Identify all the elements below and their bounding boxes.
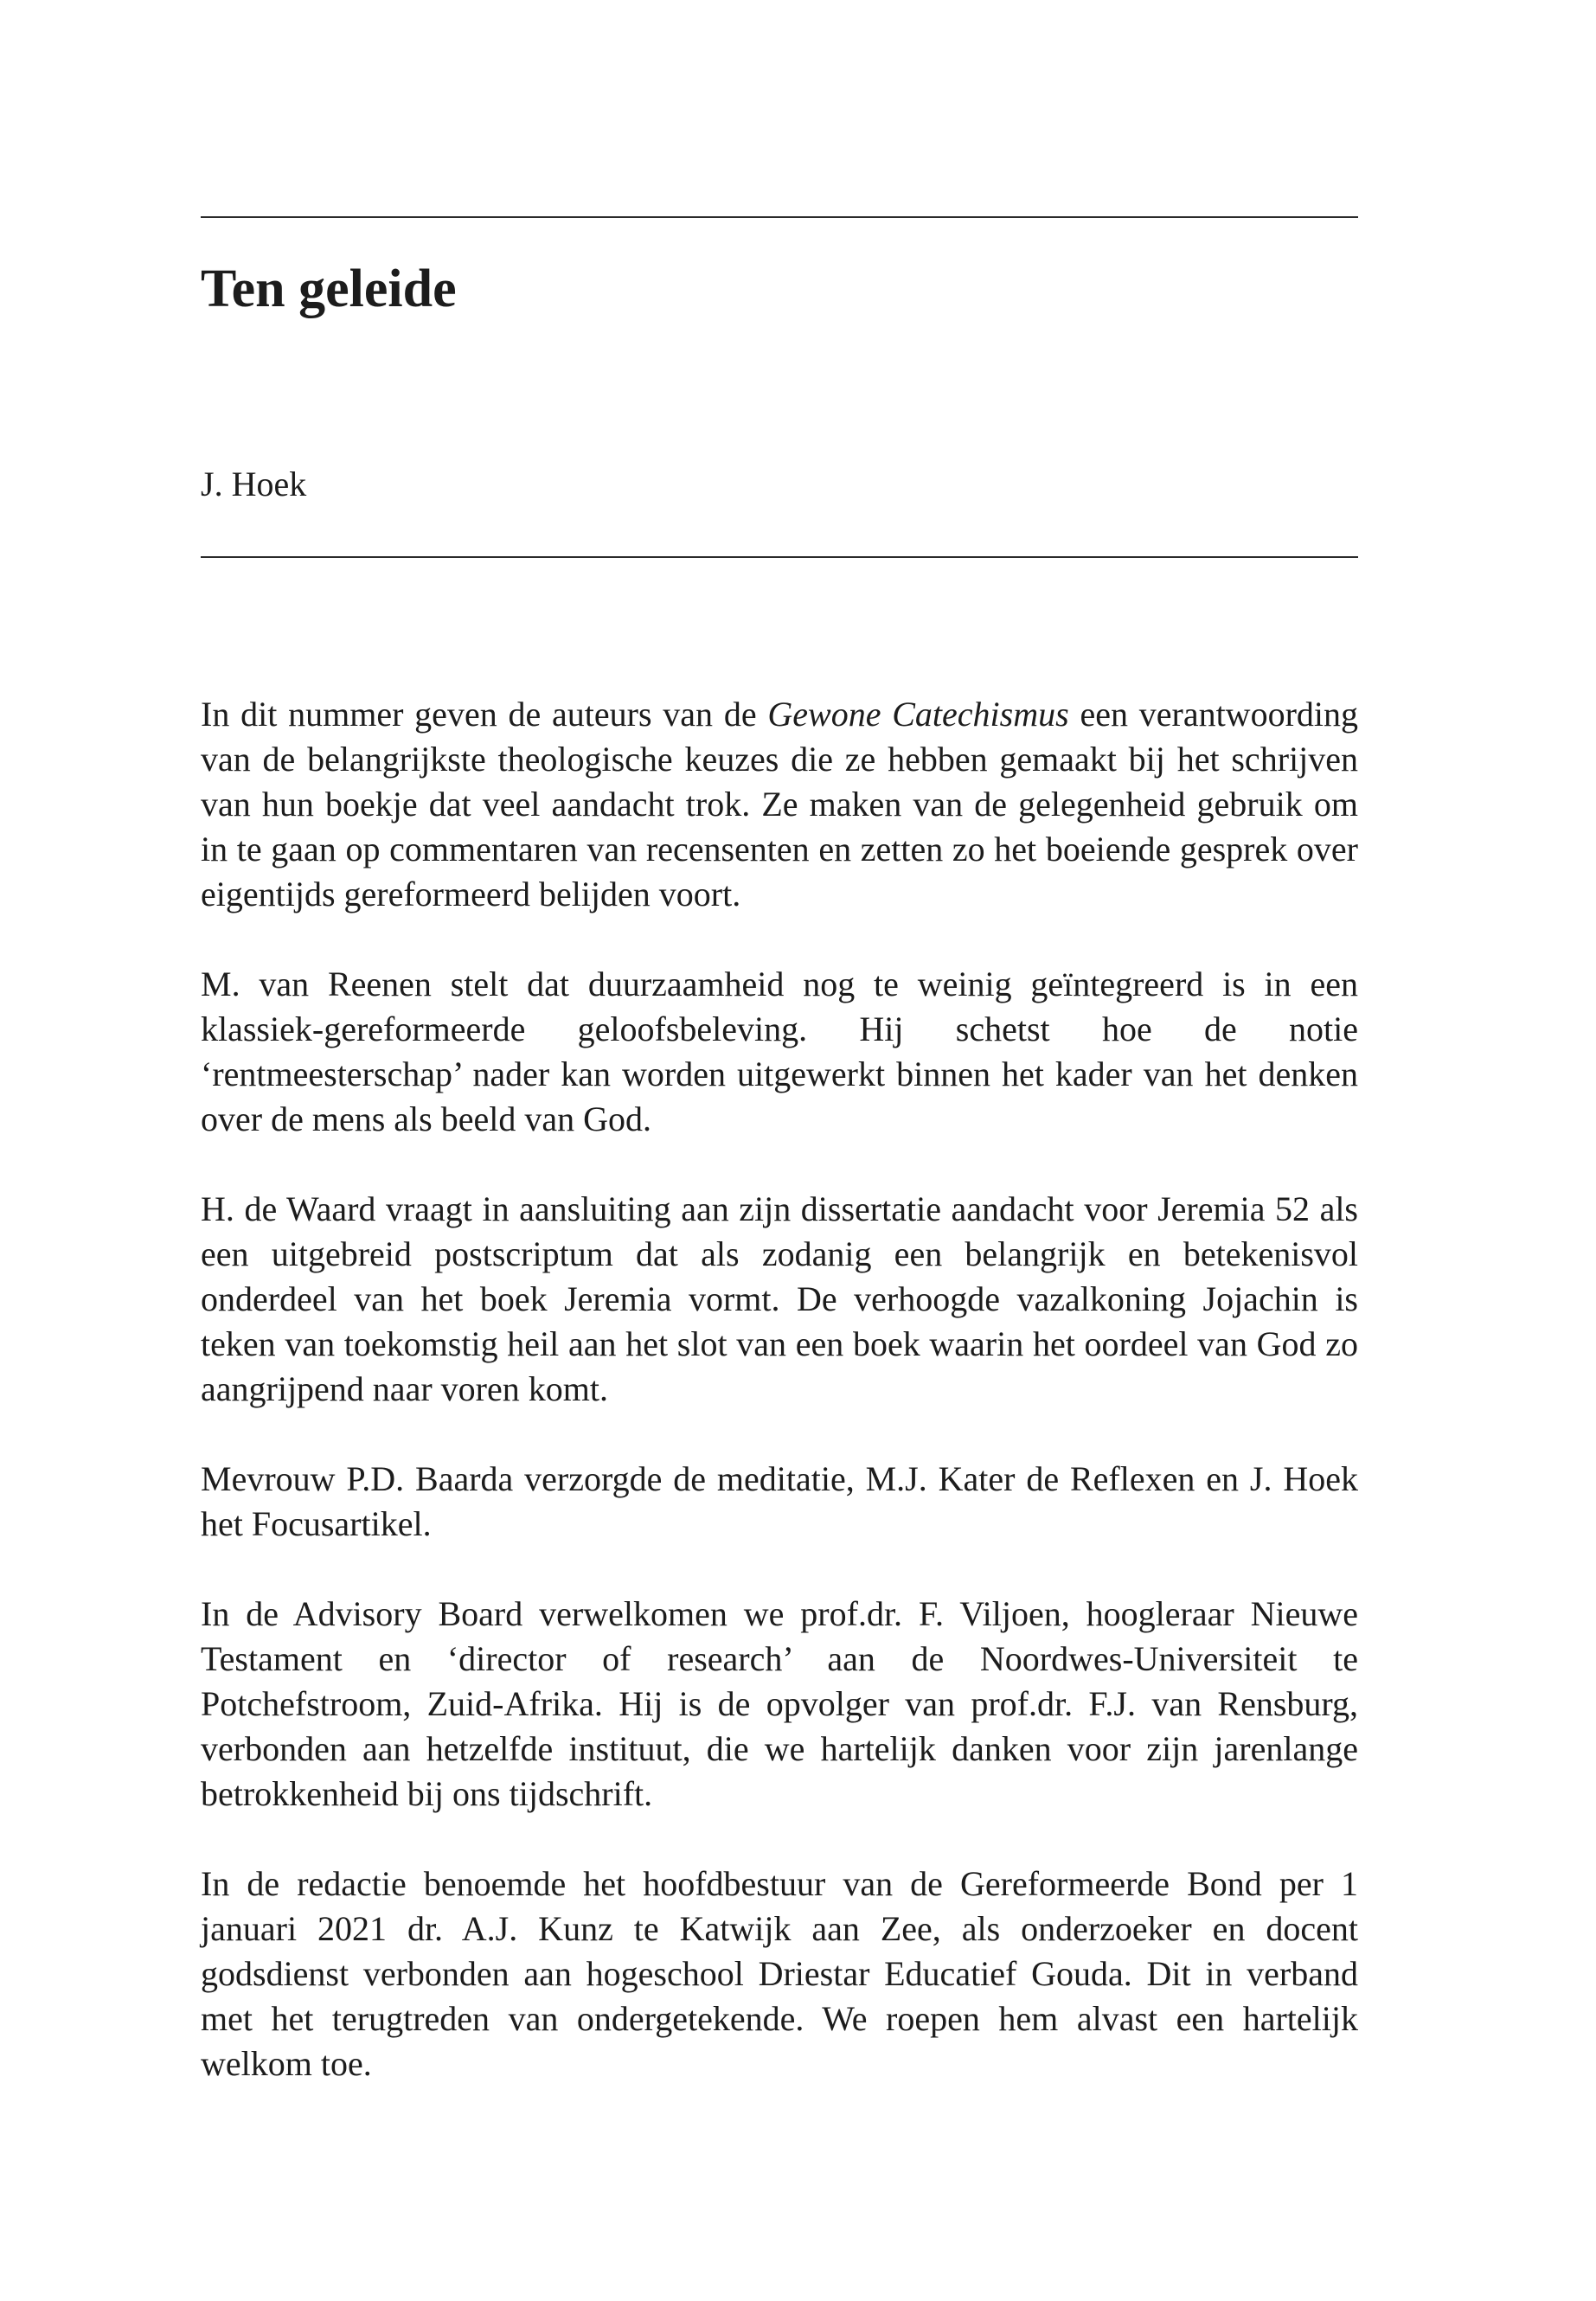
- article-author: J. Hoek: [201, 465, 307, 503]
- paragraph-1: [201, 692, 1358, 917]
- paragraph-1-text-b: een verantwoording van de belangrijkste theologische keuzes die ze hebben gemaakt bij het schrijven van hun boekje dat veel aandacht trok. Ze maken van de gelegenheid gebruik om in te gaan op commentaren van recensenten en zetten zo het boeiende gesprek over eigentijds gereformeerd belijden voort.: [201, 695, 1359, 913]
- paragraph-3: H. de Waard vraagt in aansluiting aan zijn dissertatie aandacht voor Jeremia 52 als een uitgebreid postscriptum dat als zodanig een belangrijk en betekenisvol onderdeel van het boek Jeremia vormt. De verhoogde vazalkoning Jojachin is teken van toekomstig heil aan het slot van een boek waarin het oordeel van God zo aangrijpend naar voren komt.: [201, 1189, 1358, 1408]
- paragraph-1-italic-title: Gewone Catechismus: [767, 695, 1069, 734]
- paragraph-5: In de Advisory Board verwelkomen we prof.dr. F. Viljoen, hoogleraar Nieuwe Testament en ‘director of research’ aan de Noordwes-Universiteit te Potchefstroom, Zuid-Afrika. Hij is de opvolger van prof.dr. F.J. van Rensburg, verbonden aan hetzelfde instituut, die we hartelijk danken voor zijn jarenlange betrokkenheid bij ons tijdschrift.: [201, 1594, 1358, 1813]
- article-body: [201, 692, 1358, 2086]
- header-rule: [201, 556, 1358, 558]
- top-rule: [201, 216, 1358, 218]
- article-title: Ten geleide: [201, 260, 457, 318]
- paragraph-4: Mevrouw P.D. Baarda verzorgde de meditatie, M.J. Kater de Reflexen en J. Hoek het Focusartikel.: [201, 1459, 1358, 1543]
- paragraph-2: M. van Reenen stelt dat duurzaamheid nog te weinig geïntegreerd is in een klassiek-gereformeerde geloofsbeleving. Hij schetst hoe de notie ‘rentmeesterschap’ nader kan worden uitgewerkt binnen het kader van het denken over de mens als beeld van God.: [201, 965, 1358, 1138]
- paragraph-6: In de redactie benoemde het hoofdbestuur van de Gereformeerde Bond per 1 januari 2021 dr. A.J. Kunz te Katwijk aan Zee, als onderzoeker en docent godsdienst verbonden aan hogeschool Driestar Educatief Gouda. Dit in verband met het terugtreden van ondergetekende. We roepen hem alvast een hartelijk welkom toe.: [201, 1864, 1358, 2083]
- paragraph-1-text-a: In dit nummer geven de auteurs van de: [201, 695, 768, 734]
